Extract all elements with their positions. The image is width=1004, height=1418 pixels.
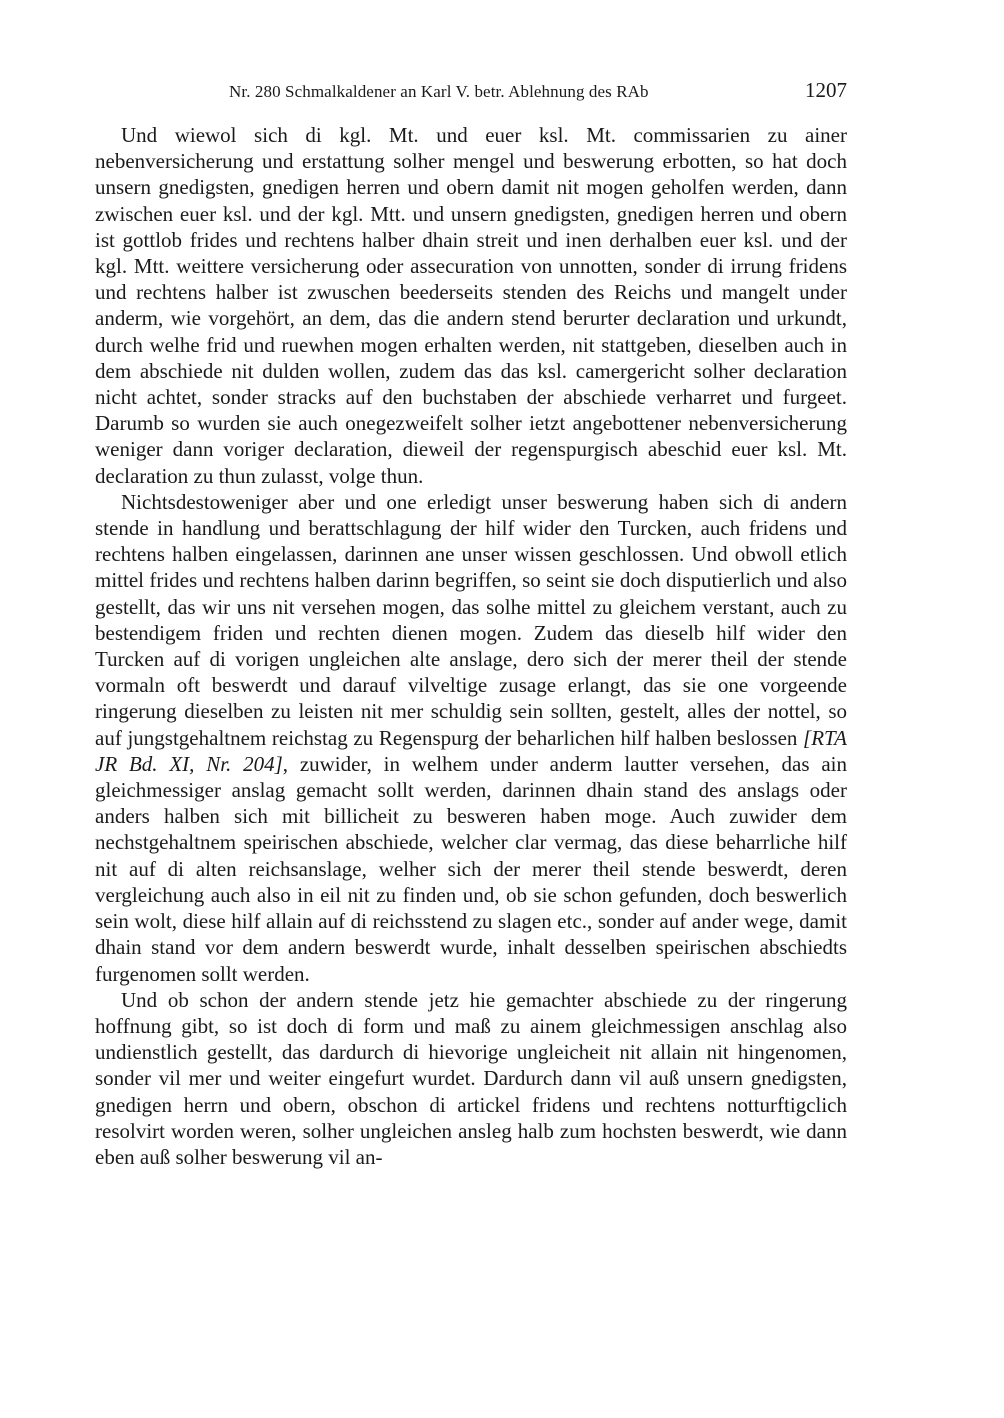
running-title: Nr. 280 Schmalkaldener an Karl V. betr. Ablehnung des RAb [229,82,649,101]
body-text [95,122,847,1170]
running-header [95,78,847,108]
paragraph-text: Nichtsdestoweniger aber und one erledigt unser beswerung haben sich di andern stende in handlung und berattschlagung der hilf wider den Turcken, auch fridens und rechtens halben eingelassen, darinnen ane unser wissen geschlossen. Und obwoll etlich mittel frides und rechtens halben darinn begriffen, so seint sie doch disputierlich und also gestellt, das wir uns nit versehen mogen, das solhe mittel zu gleichem verstant, auch zu bestendigem friden und rechten dienen mogen. Zudem das dieselb hilf wider den Turcken auf di vorigen ungleichen alte anslage, dero sich der merer theil der stende vormaln oft beswerdt und darauf vilveltige zusage erlangt, das sie one vorgeende ringerung dieselben zu leisten nit mer schuldig sein sollten, gestelt, alles der nottel, so auf jungstgehaltnem reichstag zu Regenspurg der beharlichen hilf halben beslossen [95,489,847,750]
paragraph [95,489,847,987]
source-reference: [RTA JR Bd. XI, Nr. 204] [95,725,847,776]
paragraph: Und ob schon der andern stende jetz hie gemachter abschiede zu der ringerung hoffnung gibt, so ist doch di form und maß zu ainem gleichmessigen anschlag also undienstlich gestellt, das dardurch di hievorige ungleicheit nit allain nit hingenomen, sonder vil mer und weiter eingefurt wurdet. Dardurch dann vil auß unsern gnedigsten, gnedigen herrn und obern, obschon di artickel fridens und rechtens notturftigclich resolvirt worden weren, solher ungleichen ansleg halb zum hochsten beswerdt, wie dann eben auß solher beswerung vil an- [95,987,847,1169]
page-number: 1207 [805,78,847,102]
paragraph-text: , zuwider, in welhem under anderm lautter versehen, das ain gleichmessiger anslag gemacht sollt werden, darinnen dhain stand des anslags oder anders halben sich mit billicheit zu besweren haben moge. Auch zuwider dem nechstgehaltnem speirischen abschiede, welcher clar vermag, das diese beharrliche hilf nit auf di alten reichsanslage, welher sich der merer theil stende beswerdt, deren vergleichung auch also in eil nit zu finden und, ob sie schon gefunden, doch beswerlich sein wolt, diese hilf allain auf di reichsstend zu slagen etc., sonder auf ander wege, damit dhain stand vor dem andern beswerdt wurde, inhalt desselben speirischen abschiedts furgenomen sollt werden. [95,751,847,986]
paragraph: Und wiewol sich di kgl. Mt. und euer ksl. Mt. commissarien zu ainer nebenversicherung und erstattung solher mengel und beswerung erbotten, so hat doch unsern gnedigsten, gnedigen herren und obern damit nit mogen geholfen werden, dann zwischen euer ksl. und der kgl. Mtt. und unsern gnedigsten, gnedigen herren und obern ist gottlob frides und rechtens halber dhain streit und inen derhalben euer ksl. und der kgl. Mtt. weittere versicherung oder assecuration von unnotten, sonder di irrung fridens und rechtens halber ist zwuschen beederseits stenden des Reichs und mangelt under anderm, wie vorgehört, an dem, das die andern stend berurter declaration und urkundt, durch welhe frid und ruewhen mogen erhalten werden, nit stattgeben, dieselben auch in dem abschiede nit dulden wollen, zudem das das ksl. camergericht solher declaration nicht achtet, sonder stracks auf den buchstaben der abschiede verharret und furgeet. Darumb so wurden sie auch onegezweifelt solher ietzt angebottener nebenversicherung weniger dann voriger declaration, dieweil der regenspurgisch abeschid euer ksl. Mt. declaration zu thun zulasst, volge thun. [95,123,847,488]
